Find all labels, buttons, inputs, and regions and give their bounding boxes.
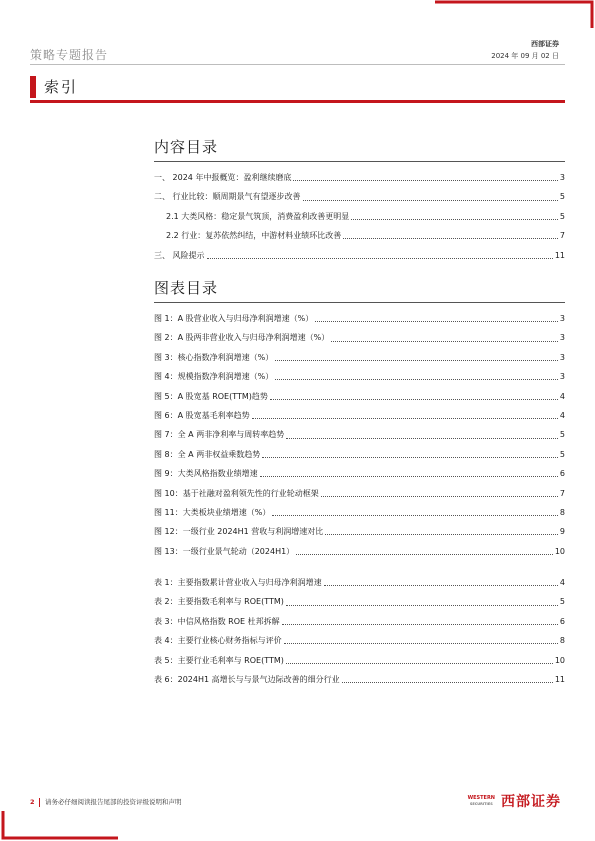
figure-entry-text: 图 12：一级行业 2024H1 营收与利润增速对比 — [154, 527, 324, 537]
figures-list — [154, 309, 565, 561]
leader-dots — [321, 496, 558, 497]
broker-name: 西部证券 — [531, 40, 559, 48]
toc-entry-page: 11 — [554, 250, 565, 260]
figure-entry-page: 3 — [559, 314, 565, 323]
logo-english — [468, 795, 495, 807]
corner-decoration-bottom — [0, 811, 120, 841]
leader-dots — [282, 624, 558, 625]
figure-entry[interactable] — [154, 484, 565, 503]
leader-dots — [331, 341, 558, 342]
table-entry[interactable] — [154, 592, 565, 611]
figure-entry-text: 图 11：大类板块业绩增速（%） — [154, 507, 271, 517]
tables-list — [154, 573, 565, 689]
figures-title: 图表目录 — [154, 277, 565, 303]
figure-entry-text: 图 5：A 股宽基 ROE(TTM)趋势 — [154, 391, 268, 401]
toc-entry[interactable] — [154, 226, 565, 245]
list-gap — [154, 561, 565, 573]
toc-entry-text: 一、 2024 年中报概览：盈利继续磨底 — [154, 173, 292, 182]
logo-english-name: WESTERN — [467, 795, 495, 801]
figure-entry[interactable] — [154, 328, 565, 347]
table-entry-text: 表 4：主要行业核心财务指标与评价 — [154, 636, 282, 646]
page-number: 2 — [30, 798, 35, 806]
figure-entry[interactable] — [154, 367, 565, 386]
leader-dots — [342, 682, 553, 683]
table-entry-text: 表 3：中信风格指数 ROE 杜邦拆解 — [154, 616, 280, 626]
table-entry[interactable] — [154, 612, 565, 631]
figure-entry-text: 图 6：A 股宽基毛利率趋势 — [154, 410, 250, 420]
figure-entry-text: 图 7：全 A 两非净利率与周转率趋势 — [154, 430, 285, 440]
leader-dots — [296, 554, 553, 555]
toc-entry-page: 3 — [559, 173, 565, 182]
figure-entry[interactable] — [154, 387, 565, 406]
section-title: 索引 — [44, 78, 79, 96]
leader-dots — [286, 663, 553, 664]
table-entry-page: 6 — [559, 616, 565, 626]
leader-dots — [286, 605, 558, 606]
table-entry[interactable] — [154, 631, 565, 650]
figure-entry-page: 9 — [559, 527, 565, 537]
leader-dots — [260, 476, 558, 477]
leader-dots — [324, 585, 558, 586]
figure-entry-page: 4 — [559, 410, 565, 420]
figure-entry-page: 6 — [559, 469, 565, 479]
broker-logo — [468, 791, 561, 811]
table-entry-page: 10 — [554, 655, 565, 665]
figure-entry-page: 8 — [559, 507, 565, 517]
table-entry-page: 11 — [554, 675, 565, 685]
leader-dots — [303, 200, 558, 201]
footer-disclaimer — [30, 797, 182, 807]
leader-dots — [275, 360, 558, 361]
figure-entry-page: 5 — [559, 430, 565, 440]
toc-entry[interactable] — [154, 187, 565, 206]
leader-dots — [275, 379, 558, 380]
leader-dots — [325, 534, 558, 535]
figure-entry-text: 图 9：大类风格指数业绩增速 — [154, 469, 258, 479]
toc-entry-text: 2.2 行业：复苏依然纠结，中游材料业绩环比改善 — [166, 231, 342, 241]
toc-list — [154, 168, 565, 265]
figure-entry-page: 7 — [559, 488, 565, 498]
figure-entry-text: 图 2：A 股两非营业收入与归母净利润增速（%） — [154, 333, 330, 343]
toc-entry[interactable] — [154, 246, 565, 265]
leader-dots — [272, 515, 558, 516]
figure-entry-page: 3 — [559, 333, 565, 343]
figure-entry-page: 3 — [559, 352, 565, 362]
toc-entry-page: 5 — [559, 211, 565, 221]
table-entry[interactable] — [154, 651, 565, 670]
figure-entry-text: 图 10：基于社融对盈利领先性的行业轮动框架 — [154, 488, 319, 498]
logo-english-sub: SECURITIES — [469, 802, 493, 806]
figure-entry[interactable] — [154, 406, 565, 425]
corner-decoration-top — [435, 0, 595, 30]
figure-entry-text: 图 13：一级行业景气轮动（2024H1） — [154, 546, 295, 556]
table-entry-page: 4 — [559, 578, 565, 588]
table-entry-text: 表 5：主要行业毛利率与 ROE(TTM) — [154, 655, 284, 665]
report-date: 2024 年 09 月 02 日 — [491, 52, 559, 60]
figure-entry-text: 图 3：核心指数净利润增速（%） — [154, 352, 274, 362]
logo-chinese: 西部证券 — [501, 794, 561, 810]
figure-entry-page: 10 — [554, 546, 565, 556]
figure-entry[interactable] — [154, 348, 565, 367]
figure-entry[interactable] — [154, 503, 565, 522]
header-divider — [30, 64, 565, 65]
table-entry-page: 8 — [559, 636, 565, 646]
toc-title: 内容目录 — [154, 136, 565, 162]
leader-dots — [286, 438, 558, 439]
leader-dots — [315, 321, 558, 322]
figure-entry[interactable] — [154, 425, 565, 444]
toc-entry-text: 二、 行业比较：顺周期景气有望逐步改善 — [154, 192, 301, 202]
table-entry-text: 表 1：主要指数累计营业收入与归母净利润增速 — [154, 578, 322, 588]
leader-dots — [252, 418, 558, 419]
section-marker — [30, 76, 36, 98]
figure-entry-page: 5 — [559, 449, 565, 459]
figure-entry[interactable] — [154, 464, 565, 483]
leader-dots — [293, 180, 557, 181]
table-entry-text: 表 6：2024H1 高增长与与景气边际改善的细分行业 — [154, 675, 340, 685]
figure-entry[interactable] — [154, 522, 565, 541]
toc-entry[interactable] — [154, 207, 565, 226]
table-entry[interactable] — [154, 573, 565, 592]
report-category: 策略专题报告 — [30, 48, 109, 62]
toc-entry[interactable] — [154, 168, 565, 187]
leader-dots — [343, 238, 558, 239]
leader-dots — [284, 643, 558, 644]
table-entry[interactable] — [154, 670, 565, 689]
section-divider — [30, 100, 565, 103]
figure-entry[interactable] — [154, 542, 565, 561]
footer-separator — [39, 798, 41, 807]
table-entry-page: 5 — [559, 597, 565, 607]
toc-entry-page: 5 — [559, 192, 565, 202]
figure-entry[interactable] — [154, 309, 565, 328]
leader-dots — [351, 219, 558, 220]
figure-entry[interactable] — [154, 445, 565, 464]
figure-entry-page: 3 — [559, 372, 565, 382]
leader-dots — [262, 457, 558, 458]
disclaimer-text: 请务必仔细阅读报告尾部的投资评级说明和声明 — [45, 798, 182, 806]
figure-entry-page: 4 — [559, 391, 565, 401]
toc-entry-page: 7 — [559, 231, 565, 241]
leader-dots — [207, 258, 553, 259]
leader-dots — [270, 399, 558, 400]
figures-toc — [154, 277, 565, 689]
figure-entry-text: 图 1：A 股营业收入与归母净利润增速（%） — [154, 314, 314, 323]
toc-entry-text: 2.1 大类风格：稳定景气筑顶，消费盈利改善更明显 — [166, 211, 350, 221]
toc-entry-text: 三、 风险提示 — [154, 250, 205, 260]
figure-entry-text: 图 8：全 A 两非权益乘数趋势 — [154, 449, 261, 459]
header-meta — [491, 38, 559, 62]
figure-entry-text: 图 4：规模指数净利润增速（%） — [154, 372, 274, 382]
table-entry-text: 表 2：主要指数毛利率与 ROE(TTM) — [154, 597, 284, 607]
contents-toc — [154, 136, 565, 265]
